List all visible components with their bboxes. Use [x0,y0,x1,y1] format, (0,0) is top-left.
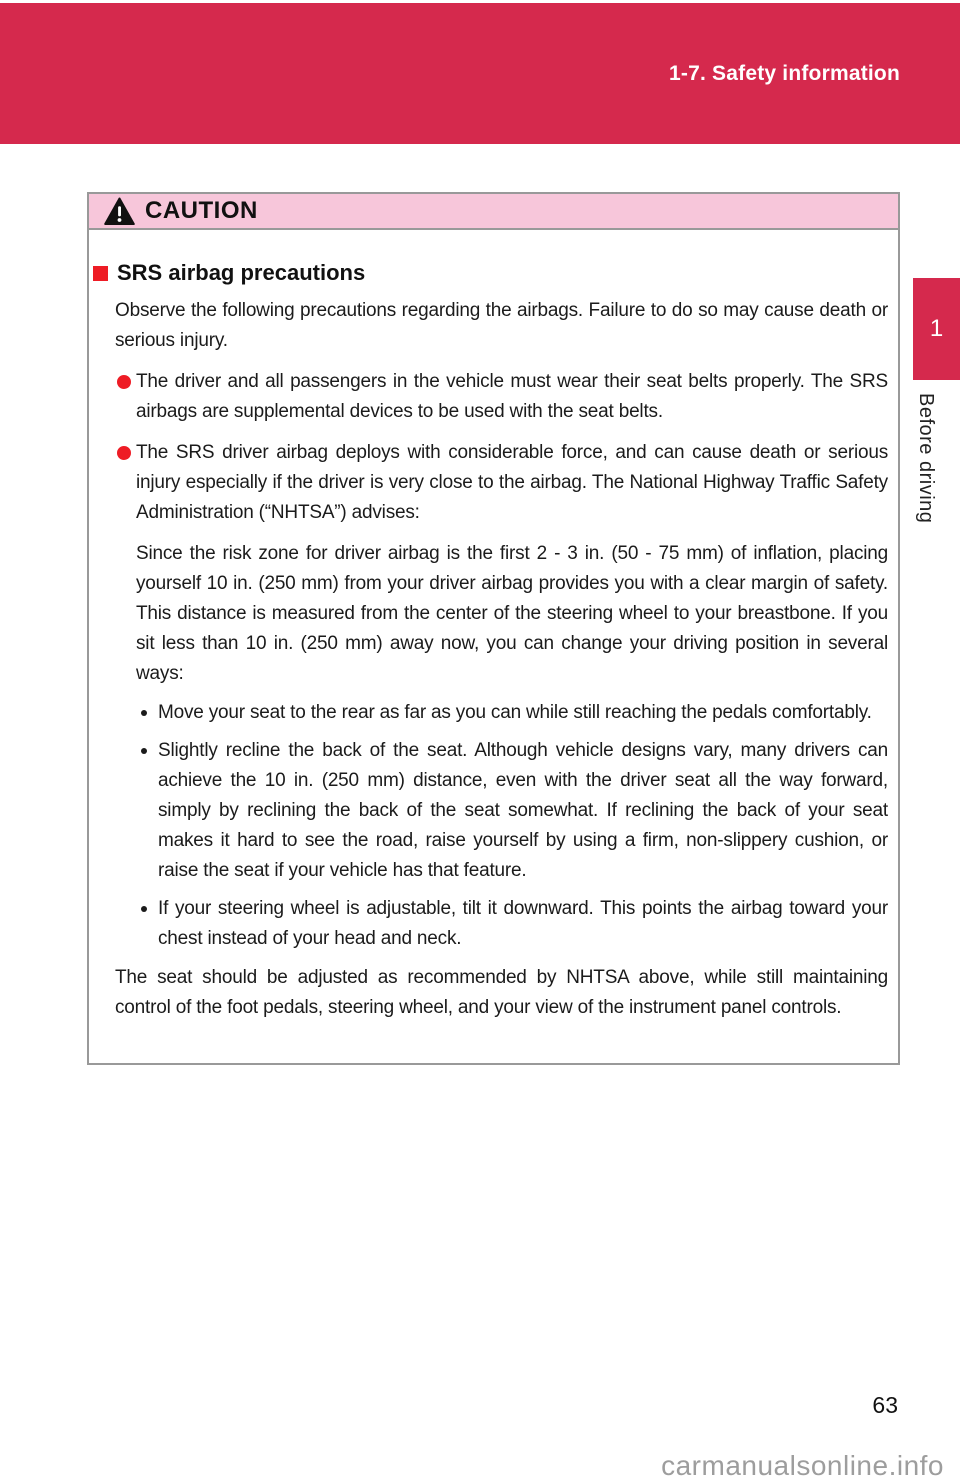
section-title: 1-7. Safety information [669,61,900,85]
warning-triangle-icon [104,197,135,226]
chapter-tab-number: 1 [929,315,944,342]
sub-bullet-dot-icon [141,748,147,754]
bullet-text: The SRS driver airbag deploys with considerable force, and can cause death or serious injury especially if the driver is very close to the airbag. The National Highway Traffic Safety Administration (“NHTSA”) advises: [136,442,888,523]
watermark: carmanualsonline.info [661,1450,944,1481]
sub-bullet-text: Move your seat to the rear as far as you can while still reaching the pedals comfortably. [158,702,872,723]
chapter-label: Before driving [915,393,937,524]
caution-section-heading [93,260,888,286]
red-circle-bullet-icon [117,446,131,460]
red-square-bullet-icon [93,266,108,281]
caution-body [89,230,898,1050]
sub-bullet-text: If your steering wheel is adjustable, tilt it downward. This points the airbag toward your chest instead of your head and neck. [158,898,888,949]
list-item [141,894,888,954]
paragraph-intro: Observe the following precautions regarding the airbags. Failure to do so may cause death or serious injury. [115,300,888,351]
sub-bullet-dot-icon [141,710,147,716]
page-number: 63 [872,1392,898,1418]
red-circle-bullet-icon [117,375,131,389]
list-item [117,438,888,528]
list-item [141,698,888,728]
paragraph-nhtsa-advice: Since the risk zone for driver airbag is the first 2 - 3 in. (50 - 75 mm) of inflation, placing yourself 10 in. (250 mm) from your driver airbag provides you with a clear margin of safety. This distance is measured from the center of the steering wheel to your breastbone. If you sit less than 10 in. (250 mm) away now, you can change your driving position in several ways: [136,543,888,684]
section-header-band [0,3,960,144]
sub-bullet-text: Slightly recline the back of the seat. Although vehicle designs vary, many drivers can achieve the 10 in. (250 mm) distance, even with the driver seat all the way forward, simply by reclining the back of the seat somewhat. If reclining the back of your seat makes it hard to see the road, raise yourself by using a firm, non-slippery cushion, or raise the seat if your vehicle has that feature. [158,740,888,881]
caution-section-heading-label: SRS airbag precautions [117,260,366,285]
bullet-text: The driver and all passengers in the vehicle must wear their seat belts properly. The SRS airbags are supplemental devices to be used with the seat belts. [136,371,888,422]
paragraph-closing: The seat should be adjusted as recommended by NHTSA above, while still maintaining control of the foot pedals, steering wheel, and your view of the instrument panel controls. [115,967,888,1018]
list-item [141,736,888,886]
sub-bullet-dot-icon [141,906,147,912]
chapter-tab [913,278,960,380]
caution-header [89,194,898,230]
list-item [117,367,888,427]
caution-box [87,192,900,1065]
caution-title: CAUTION [145,197,258,224]
